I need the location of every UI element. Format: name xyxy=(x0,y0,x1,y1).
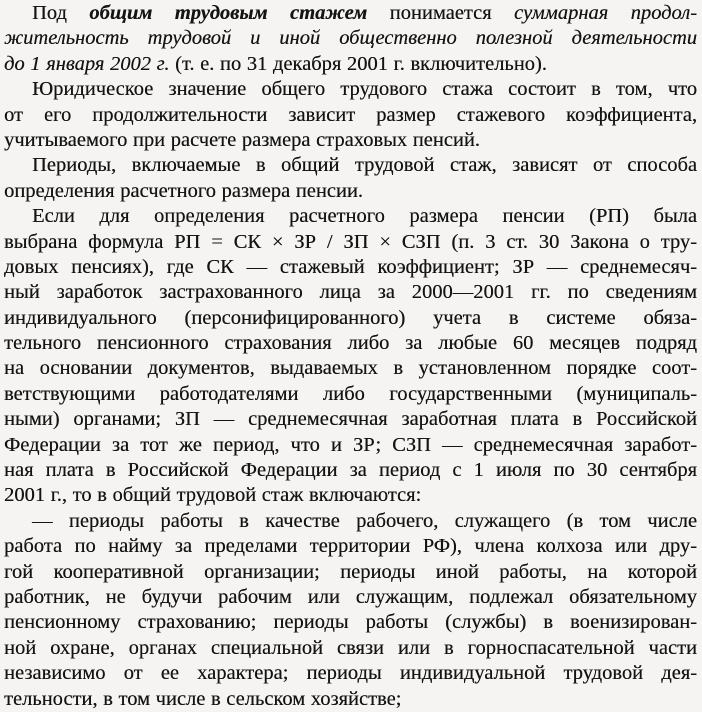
text-segment: ными) органами; ЗП — среднемесячная заработная плата в Российской xyxy=(4,408,697,431)
text-segment: ный заработок застрахованного лица за 2000—2001 гг. по сведениям xyxy=(4,281,697,304)
text-line xyxy=(4,433,697,458)
text-line xyxy=(4,179,697,204)
text-segment: Если для определения расчетного размера пенсии (РП) была xyxy=(32,205,697,228)
text-segment: выбрана формула РП = СК × ЗР / ЗП × СЗП (п. 3 ст. 30 Закона о тру- xyxy=(4,230,697,253)
text-segment: ной охране, органах специальной связи или в горноспасательной части xyxy=(4,636,697,659)
text-line xyxy=(4,230,697,255)
text-segment: ветствующими работодателями либо государственными (муниципаль- xyxy=(4,382,697,405)
text-segment: независимо от ее характера; периоды индивидуальной трудовой дея- xyxy=(4,662,697,685)
text-line xyxy=(4,331,697,356)
text-segment: Под xyxy=(32,2,90,24)
text-line xyxy=(4,52,697,77)
text-segment: тельного пенсионного страхования либо за любые 60 месяцев подряд xyxy=(4,332,697,355)
text-line xyxy=(4,306,697,331)
text-line xyxy=(4,483,697,508)
text-segment: индивидуального (персонифицированного) учета в системе обяза- xyxy=(4,306,697,329)
text-line xyxy=(4,204,697,229)
text-segment: до 1 января 2002 г. xyxy=(4,52,170,75)
text-line xyxy=(4,356,697,381)
text-line xyxy=(4,407,697,432)
text-line xyxy=(4,153,697,178)
text-line xyxy=(4,280,697,305)
text-line xyxy=(4,1,697,26)
text-segment: — периоды работы в качестве рабочего, служащего (в том числе xyxy=(32,509,697,532)
text-line xyxy=(4,458,697,483)
text-segment: жительность трудовой и иной общественно полезной деятельности xyxy=(4,27,697,50)
text-segment: Юридическое значение общего трудового стажа состоит в том, что xyxy=(32,78,697,101)
text-segment: учитываемого при расчете размера страховых пенсий. xyxy=(4,128,480,151)
text-line xyxy=(4,585,697,610)
text-segment: определения расчетного размера пенсии. xyxy=(4,179,363,202)
text-segment: на основании документов, выдаваемых в установленном порядке соот- xyxy=(4,357,697,380)
text-line xyxy=(4,636,697,661)
text-line xyxy=(4,534,697,559)
text-segment: довых пенсиях), где СК — стажевый коэффициент; ЗР — среднемесяч- xyxy=(4,255,697,278)
text-line xyxy=(4,255,697,280)
text-segment: общим трудовым стажем xyxy=(89,2,368,24)
text-segment: пенсионному страхованию; периоды работы (службы) в военизирован- xyxy=(4,611,697,634)
text-line xyxy=(4,26,697,51)
text-segment: (т. е. по 31 декабря 2001 г. включительно). xyxy=(169,52,547,75)
text-segment: гой кооперативной организации; периоды иной работы, на которой xyxy=(4,560,697,583)
text-segment: Федерации за тот же период, что и ЗР; СЗП — среднемесячная заработ- xyxy=(4,433,697,456)
text-segment: тельности, в том числе в сельском хозяйстве; xyxy=(4,687,402,710)
text-segment: от его продолжительности зависит размер стажевого коэффициента, xyxy=(4,103,697,126)
text-line xyxy=(4,687,697,712)
text-line xyxy=(4,509,697,534)
text-segment: понимается xyxy=(367,2,515,24)
text-line xyxy=(4,610,697,635)
text-segment: работа по найму за пределами территории РФ), члена колхоза или дру- xyxy=(4,535,697,558)
text-line xyxy=(4,382,697,407)
text-segment: ная плата в Российской Федерации за период с 1 июля по 30 сентября xyxy=(4,459,697,482)
text-line xyxy=(4,661,697,686)
text-segment: суммарная продол- xyxy=(514,2,697,24)
text-line xyxy=(4,77,697,102)
text-line xyxy=(4,103,697,128)
text-line xyxy=(4,560,697,585)
text-segment: 2001 г., то в общий трудовой стаж включаются: xyxy=(4,484,422,507)
text-segment: Периоды, включаемые в общий трудовой стаж, зависят от способа xyxy=(32,154,697,177)
text-line xyxy=(4,128,697,153)
text-segment: работник, не будучи рабочим или служащим, подлежал обязательному xyxy=(4,585,697,608)
